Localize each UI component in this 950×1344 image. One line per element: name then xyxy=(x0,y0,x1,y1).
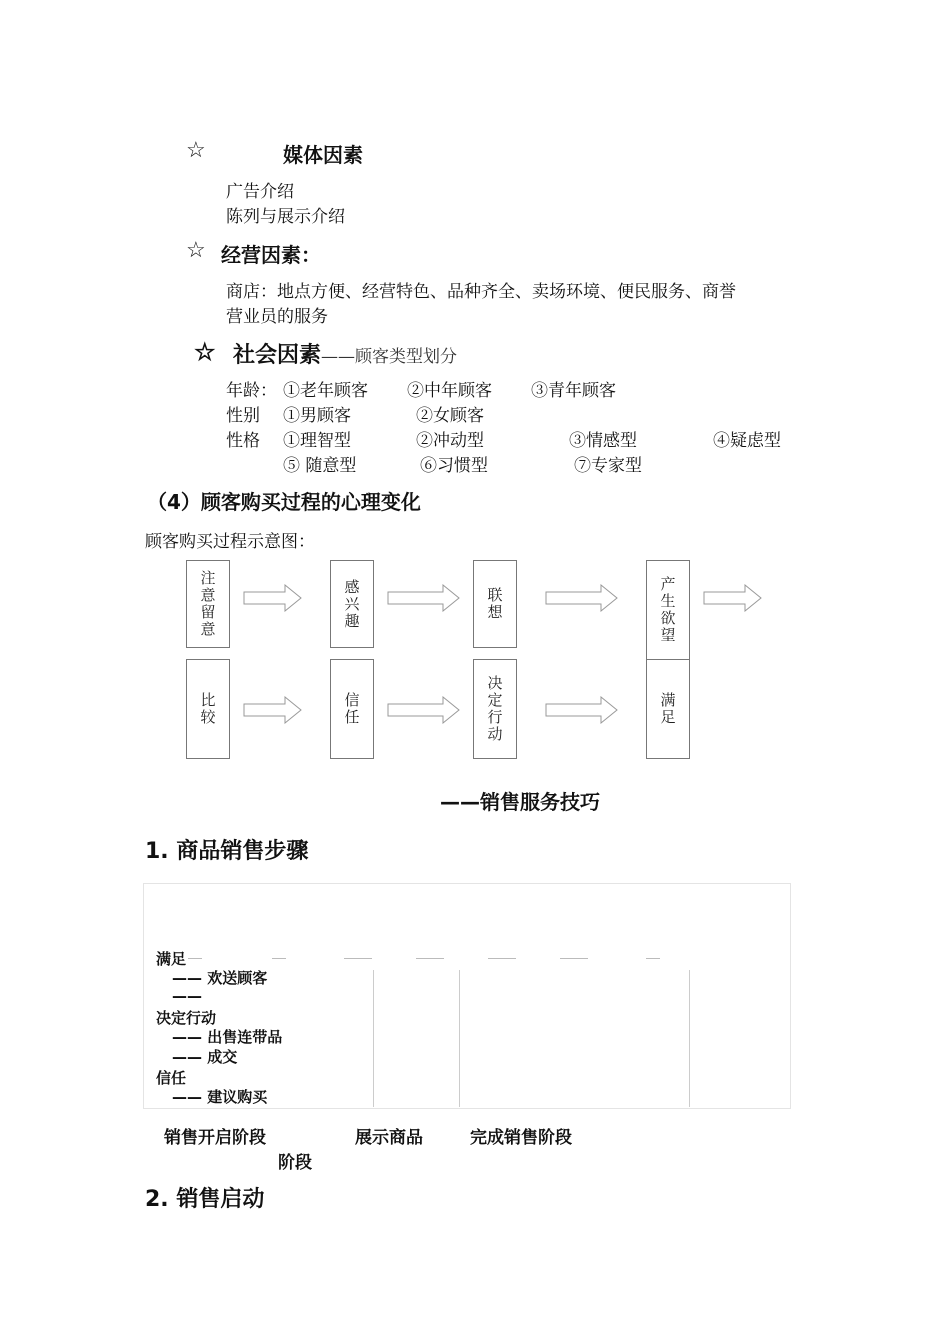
flow-box-label: 决定行动 xyxy=(485,675,504,743)
star-icon: ☆ xyxy=(186,138,206,163)
age-item: ③青年顾客 xyxy=(531,381,616,401)
sales-skills-subheading: ——销售服务技巧 xyxy=(440,790,600,814)
flow-box-label: 信任 xyxy=(342,692,361,726)
right-arrow-icon xyxy=(545,696,619,724)
flow-box-desire xyxy=(646,560,690,660)
right-arrow-icon xyxy=(387,696,461,724)
stage-line: —— 欢送顾客 xyxy=(172,969,268,987)
step-1-heading: 1. 商品销售步骤 xyxy=(145,839,309,864)
stage-dash xyxy=(560,958,588,959)
personality-item: ①理智型 xyxy=(283,431,351,451)
flow-box-interest xyxy=(330,560,374,648)
personality-item: ②冲动型 xyxy=(416,431,484,451)
stage-divider xyxy=(689,970,690,1107)
stage-line: 决定行动 xyxy=(156,1009,217,1027)
personality-item: ③情感型 xyxy=(569,431,637,451)
flow-box-association xyxy=(473,560,517,648)
flow-box-attention xyxy=(186,560,230,648)
business-line-2: 营业员的服务 xyxy=(226,307,328,327)
diagram-caption: 顾客购买过程示意图： xyxy=(145,532,315,552)
stage-line: —— 建议购买 xyxy=(172,1088,268,1106)
age-item: ②中年顾客 xyxy=(407,381,492,401)
personality-item: ⑤ 随意型 xyxy=(283,456,357,476)
flow-box-label: 感兴趣 xyxy=(342,578,361,630)
right-arrow-icon xyxy=(243,696,303,724)
star-icon: ☆ xyxy=(186,238,206,263)
age-item: ①老年顾客 xyxy=(283,381,368,401)
stage-dash xyxy=(344,958,372,959)
right-arrow-icon xyxy=(243,584,303,612)
stage-divider xyxy=(459,970,460,1107)
stage-label: 完成销售阶段 xyxy=(470,1128,572,1148)
business-line-1: 商店：地点方便、经营特色、品种齐全、卖场环境、便民服务、商誉 xyxy=(226,282,736,302)
right-arrow-icon xyxy=(387,584,461,612)
personality-item: ⑦专家型 xyxy=(574,456,642,476)
stage-diagram xyxy=(143,883,791,1109)
flow-box-trust xyxy=(330,659,374,759)
flow-box-label: 注意留意 xyxy=(198,570,217,638)
stage-label: 展示商品 xyxy=(355,1128,423,1148)
personality-label: 性格 xyxy=(226,431,260,451)
stage-divider xyxy=(373,970,374,1107)
flow-box-satisfied xyxy=(646,659,690,759)
stage-line: —— xyxy=(172,987,202,1005)
star-icon: ☆ xyxy=(194,337,216,366)
stage-dash xyxy=(272,958,286,959)
business-factor-heading: 经营因素： xyxy=(221,243,321,267)
stage-line: 满足 xyxy=(156,950,187,968)
section-4-heading: （4）顾客购买过程的心理变化 xyxy=(147,490,421,514)
flow-box-label: 比较 xyxy=(198,692,217,726)
flow-box-decide xyxy=(473,659,517,759)
stage-dash xyxy=(416,958,444,959)
right-arrow-icon xyxy=(545,584,619,612)
flow-box-label: 产生欲望 xyxy=(658,576,677,644)
media-factor-heading: 媒体因素 xyxy=(283,143,363,167)
flow-box-label: 联想 xyxy=(485,587,504,621)
right-arrow-icon xyxy=(703,584,763,612)
stage-line: —— 成交 xyxy=(172,1048,238,1066)
flow-box-label: 满足 xyxy=(658,692,677,726)
personality-item: ⑥习惯型 xyxy=(420,456,488,476)
gender-label: 性别 xyxy=(226,406,260,426)
stage-label: 销售开启阶段 xyxy=(164,1128,266,1148)
step-2-heading: 2. 销售启动 xyxy=(145,1187,265,1212)
stage-label-sub: 阶段 xyxy=(278,1153,312,1173)
social-subtitle: ——顾客类型划分 xyxy=(321,347,458,367)
personality-item: ④疑虑型 xyxy=(713,431,781,451)
stage-line: —— 出售连带品 xyxy=(172,1028,283,1046)
stage-dash xyxy=(188,958,202,959)
social-factor-heading xyxy=(233,338,457,369)
gender-item: ①男顾客 xyxy=(283,406,351,426)
social-title: 社会因素 xyxy=(233,343,322,368)
stage-dash xyxy=(646,958,660,959)
age-label: 年龄： xyxy=(226,381,277,401)
media-item-display: 陈列与展示介绍 xyxy=(226,207,345,227)
gender-item: ②女顾客 xyxy=(416,406,484,426)
stage-dash xyxy=(488,958,516,959)
flow-box-compare xyxy=(186,659,230,759)
media-item-ad: 广告介绍 xyxy=(226,182,294,202)
stage-line: 信任 xyxy=(156,1069,187,1087)
